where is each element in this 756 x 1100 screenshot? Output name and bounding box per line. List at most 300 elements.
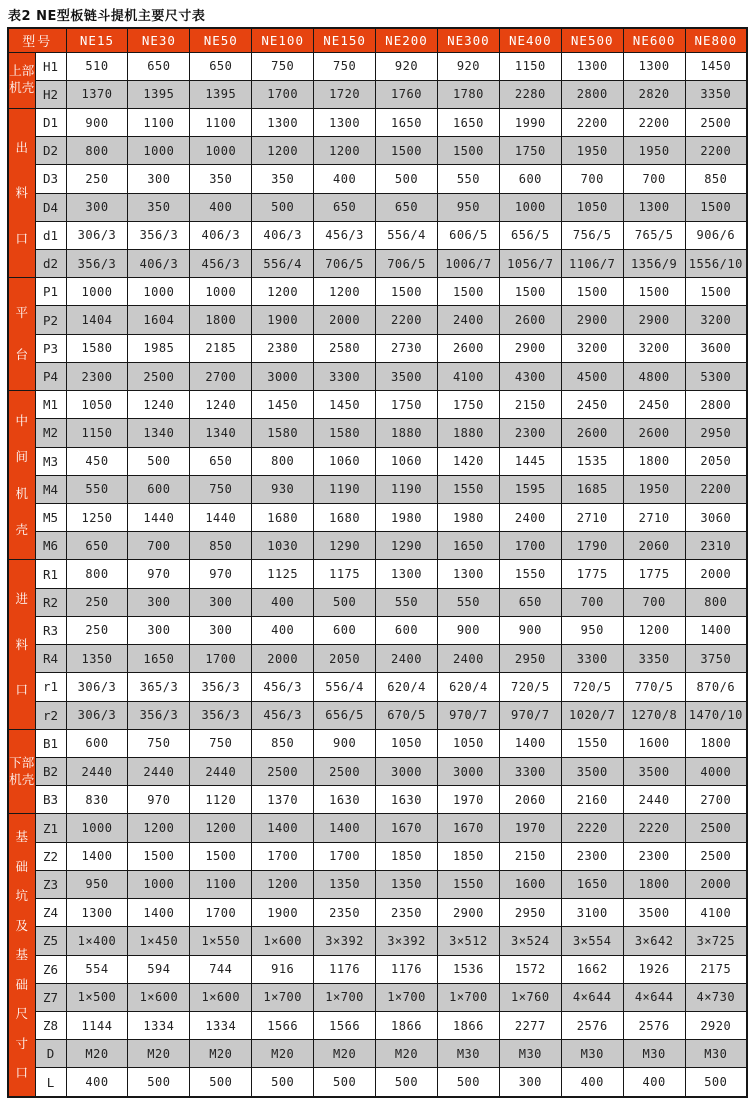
table-row <box>8 250 747 278</box>
value-cell: 1400 <box>685 616 747 644</box>
value-cell: 2950 <box>685 419 747 447</box>
value-cell: 1680 <box>314 504 376 532</box>
table-row <box>8 701 747 729</box>
value-cell: 4500 <box>561 362 623 390</box>
value-cell: 1240 <box>190 391 252 419</box>
value-cell: 900 <box>66 108 128 136</box>
value-cell: 3×392 <box>376 927 438 955</box>
row-label: P4 <box>35 362 66 390</box>
table-row <box>8 419 747 447</box>
value-cell: 500 <box>128 1068 190 1097</box>
row-group-label: 中 间 机 壳 <box>8 391 35 560</box>
value-cell: 850 <box>252 729 314 757</box>
value-cell: 3600 <box>685 334 747 362</box>
value-cell: 1970 <box>499 814 561 842</box>
value-cell: 1006/7 <box>437 250 499 278</box>
value-cell: 920 <box>437 52 499 80</box>
value-cell: 1395 <box>190 80 252 108</box>
value-cell: 556/4 <box>314 673 376 701</box>
value-cell: 2500 <box>128 362 190 390</box>
value-cell: 1700 <box>252 842 314 870</box>
value-cell: 300 <box>128 588 190 616</box>
value-cell: 2175 <box>685 955 747 983</box>
column-header: NE15 <box>66 28 128 52</box>
value-cell: 554 <box>66 955 128 983</box>
table-row <box>8 278 747 306</box>
value-cell: 3×524 <box>499 927 561 955</box>
value-cell: 1866 <box>376 1011 438 1039</box>
value-cell: 400 <box>252 616 314 644</box>
value-cell: 2150 <box>499 391 561 419</box>
row-group-label: 基 础 坑 及 基 础 尺 寸 口 <box>8 814 35 1097</box>
value-cell: 1×400 <box>66 927 128 955</box>
table-row <box>8 221 747 249</box>
value-cell: 1000 <box>128 137 190 165</box>
value-cell: 950 <box>437 193 499 221</box>
value-cell: 1×700 <box>314 983 376 1011</box>
value-cell: 2600 <box>437 334 499 362</box>
table-row <box>8 334 747 362</box>
value-cell: 2400 <box>437 306 499 334</box>
value-cell: 1650 <box>128 645 190 673</box>
value-cell: 1000 <box>190 278 252 306</box>
value-cell: 1556/10 <box>685 250 747 278</box>
value-cell: 1400 <box>499 729 561 757</box>
value-cell: 1900 <box>252 899 314 927</box>
value-cell: 2440 <box>66 757 128 785</box>
column-header: NE150 <box>314 28 376 52</box>
value-cell: 2277 <box>499 1011 561 1039</box>
value-cell: 1395 <box>128 80 190 108</box>
table-row <box>8 52 747 80</box>
value-cell: 400 <box>561 1068 623 1097</box>
value-cell: 1980 <box>376 504 438 532</box>
value-cell: 1580 <box>66 334 128 362</box>
value-cell: 2710 <box>561 504 623 532</box>
value-cell: 2060 <box>623 532 685 560</box>
value-cell: 3000 <box>252 362 314 390</box>
value-cell: 1200 <box>252 278 314 306</box>
value-cell: 1000 <box>128 870 190 898</box>
value-cell: 1190 <box>314 475 376 503</box>
table-row <box>8 108 747 136</box>
value-cell: 2200 <box>623 108 685 136</box>
value-cell: 1200 <box>314 278 376 306</box>
value-cell: 500 <box>314 588 376 616</box>
row-label: R2 <box>35 588 66 616</box>
value-cell: 950 <box>561 616 623 644</box>
value-cell: 2950 <box>499 645 561 673</box>
value-cell: 2300 <box>623 842 685 870</box>
value-cell: 2440 <box>623 786 685 814</box>
value-cell: 1400 <box>128 899 190 927</box>
value-cell: 1030 <box>252 532 314 560</box>
value-cell: 1650 <box>437 108 499 136</box>
row-label: M5 <box>35 504 66 532</box>
value-cell: 1144 <box>66 1011 128 1039</box>
value-cell: 1×450 <box>128 927 190 955</box>
table-row <box>8 955 747 983</box>
row-label: Z7 <box>35 983 66 1011</box>
value-cell: 900 <box>314 729 376 757</box>
value-cell: 1445 <box>499 447 561 475</box>
value-cell: 1775 <box>561 560 623 588</box>
value-cell: 1700 <box>190 645 252 673</box>
value-cell: 1500 <box>561 278 623 306</box>
value-cell: 450 <box>66 447 128 475</box>
table-row <box>8 588 747 616</box>
value-cell: M30 <box>623 1040 685 1068</box>
value-cell: 1760 <box>376 80 438 108</box>
value-cell: 1985 <box>128 334 190 362</box>
value-cell: 3750 <box>685 645 747 673</box>
value-cell: 1500 <box>685 278 747 306</box>
value-cell: 306/3 <box>66 221 128 249</box>
value-cell: 1600 <box>499 870 561 898</box>
row-label: d2 <box>35 250 66 278</box>
value-cell: 1535 <box>561 447 623 475</box>
value-cell: 600 <box>499 165 561 193</box>
value-cell: 1700 <box>499 532 561 560</box>
value-cell: 3000 <box>437 757 499 785</box>
value-cell: 1900 <box>252 306 314 334</box>
value-cell: 1050 <box>561 193 623 221</box>
header-row <box>8 28 747 52</box>
row-label: Z6 <box>35 955 66 983</box>
column-header: NE600 <box>623 28 685 52</box>
value-cell: 1440 <box>190 504 252 532</box>
table-row <box>8 80 747 108</box>
row-label: Z2 <box>35 842 66 870</box>
value-cell: 1580 <box>252 419 314 447</box>
value-cell: 1950 <box>623 137 685 165</box>
value-cell: 850 <box>685 165 747 193</box>
table-row <box>8 645 747 673</box>
value-cell: 1926 <box>623 955 685 983</box>
value-cell: 600 <box>314 616 376 644</box>
value-cell: 406/3 <box>252 221 314 249</box>
value-cell: 2300 <box>561 842 623 870</box>
value-cell: 3500 <box>561 757 623 785</box>
value-cell: 500 <box>685 1068 747 1097</box>
value-cell: 750 <box>314 52 376 80</box>
value-cell: 1750 <box>499 137 561 165</box>
value-cell: 2400 <box>499 504 561 532</box>
table-row <box>8 814 747 842</box>
value-cell: 3×512 <box>437 927 499 955</box>
value-cell: 300 <box>128 165 190 193</box>
value-cell: M30 <box>685 1040 747 1068</box>
value-cell: 2000 <box>314 306 376 334</box>
value-cell: 2200 <box>685 137 747 165</box>
value-cell: 750 <box>252 52 314 80</box>
value-cell: 1670 <box>437 814 499 842</box>
value-cell: 1125 <box>252 560 314 588</box>
value-cell: 700 <box>623 588 685 616</box>
value-cell: 1670 <box>376 814 438 842</box>
table-row <box>8 362 747 390</box>
value-cell: 700 <box>128 532 190 560</box>
value-cell: 2220 <box>561 814 623 842</box>
value-cell: 3300 <box>314 362 376 390</box>
value-cell: M30 <box>437 1040 499 1068</box>
value-cell: 500 <box>376 165 438 193</box>
table-row <box>8 729 747 757</box>
row-label: H1 <box>35 52 66 80</box>
value-cell: 2730 <box>376 334 438 362</box>
value-cell: 2710 <box>623 504 685 532</box>
value-cell: 656/5 <box>499 221 561 249</box>
table-row <box>8 842 747 870</box>
value-cell: 1800 <box>190 306 252 334</box>
row-label: R3 <box>35 616 66 644</box>
value-cell: 1100 <box>190 870 252 898</box>
value-cell: 1176 <box>376 955 438 983</box>
value-cell: 550 <box>66 475 128 503</box>
value-cell: 1550 <box>561 729 623 757</box>
value-cell: 600 <box>376 616 438 644</box>
value-cell: 1800 <box>623 447 685 475</box>
value-cell: 1050 <box>376 729 438 757</box>
column-header: NE400 <box>499 28 561 52</box>
value-cell: 4300 <box>499 362 561 390</box>
value-cell: 900 <box>437 616 499 644</box>
value-cell: 1200 <box>190 814 252 842</box>
row-label: M3 <box>35 447 66 475</box>
row-label: d1 <box>35 221 66 249</box>
table-row <box>8 306 747 334</box>
value-cell: 650 <box>376 193 438 221</box>
value-cell: 1720 <box>314 80 376 108</box>
value-cell: 350 <box>190 165 252 193</box>
value-cell: 500 <box>252 193 314 221</box>
value-cell: 2900 <box>623 306 685 334</box>
value-cell: 1400 <box>66 842 128 870</box>
row-label: P3 <box>35 334 66 362</box>
value-cell: 1450 <box>252 391 314 419</box>
value-cell: 2000 <box>685 560 747 588</box>
value-cell: 3350 <box>623 645 685 673</box>
value-cell: 750 <box>190 729 252 757</box>
value-cell: 1050 <box>66 391 128 419</box>
value-cell: 300 <box>190 616 252 644</box>
row-label: r1 <box>35 673 66 701</box>
value-cell: 1290 <box>376 532 438 560</box>
value-cell: 1370 <box>66 80 128 108</box>
row-label: D1 <box>35 108 66 136</box>
value-cell: 700 <box>561 165 623 193</box>
value-cell: 1500 <box>437 137 499 165</box>
value-cell: 2700 <box>190 362 252 390</box>
row-label: B3 <box>35 786 66 814</box>
value-cell: 1500 <box>128 842 190 870</box>
value-cell: 744 <box>190 955 252 983</box>
value-cell: 1580 <box>314 419 376 447</box>
value-cell: 400 <box>190 193 252 221</box>
value-cell: 510 <box>66 52 128 80</box>
row-label: Z5 <box>35 927 66 955</box>
row-group-label: 平 台 <box>8 278 35 391</box>
value-cell: 1400 <box>252 814 314 842</box>
value-cell: 1566 <box>252 1011 314 1039</box>
value-cell: 1000 <box>128 278 190 306</box>
value-cell: 1850 <box>376 842 438 870</box>
value-cell: 1000 <box>499 193 561 221</box>
value-cell: 906/6 <box>685 221 747 249</box>
value-cell: 1950 <box>623 475 685 503</box>
value-cell: 3×392 <box>314 927 376 955</box>
value-cell: 1420 <box>437 447 499 475</box>
value-cell: 1750 <box>376 391 438 419</box>
value-cell: 2920 <box>685 1011 747 1039</box>
row-label: D4 <box>35 193 66 221</box>
column-header: NE500 <box>561 28 623 52</box>
value-cell: 2300 <box>499 419 561 447</box>
value-cell: 4800 <box>623 362 685 390</box>
value-cell: 1990 <box>499 108 561 136</box>
value-cell: 750 <box>128 729 190 757</box>
column-header: NE30 <box>128 28 190 52</box>
value-cell: 1880 <box>437 419 499 447</box>
value-cell: 1470/10 <box>685 701 747 729</box>
value-cell: 1800 <box>685 729 747 757</box>
value-cell: 1370 <box>252 786 314 814</box>
value-cell: 2900 <box>499 334 561 362</box>
value-cell: 550 <box>376 588 438 616</box>
value-cell: 1800 <box>623 870 685 898</box>
value-cell: 2700 <box>685 786 747 814</box>
value-cell: 3060 <box>685 504 747 532</box>
table-body <box>8 52 747 1097</box>
value-cell: 1650 <box>561 870 623 898</box>
value-cell: 1150 <box>499 52 561 80</box>
value-cell: 300 <box>190 588 252 616</box>
value-cell: 356/3 <box>66 250 128 278</box>
value-cell: 1350 <box>376 870 438 898</box>
value-cell: 1200 <box>314 137 376 165</box>
value-cell: 1500 <box>685 193 747 221</box>
value-cell: 2220 <box>623 814 685 842</box>
value-cell: 1500 <box>376 278 438 306</box>
value-cell: 2200 <box>685 475 747 503</box>
value-cell: 1300 <box>252 108 314 136</box>
value-cell: 1×600 <box>128 983 190 1011</box>
table-row <box>8 927 747 955</box>
value-cell: 2500 <box>685 108 747 136</box>
value-cell: 2400 <box>376 645 438 673</box>
value-cell: 650 <box>190 447 252 475</box>
value-cell: 920 <box>376 52 438 80</box>
value-cell: 400 <box>623 1068 685 1097</box>
value-cell: 300 <box>128 616 190 644</box>
value-cell: 2350 <box>314 899 376 927</box>
value-cell: 1450 <box>314 391 376 419</box>
value-cell: 1000 <box>66 278 128 306</box>
row-label: B1 <box>35 729 66 757</box>
row-label: r2 <box>35 701 66 729</box>
value-cell: 765/5 <box>623 221 685 249</box>
value-cell: 1200 <box>252 137 314 165</box>
table-row <box>8 560 747 588</box>
value-cell: 365/3 <box>128 673 190 701</box>
row-label: P1 <box>35 278 66 306</box>
value-cell: 2950 <box>499 899 561 927</box>
value-cell: 556/4 <box>376 221 438 249</box>
value-cell: 406/3 <box>128 250 190 278</box>
value-cell: 1334 <box>128 1011 190 1039</box>
value-cell: 1566 <box>314 1011 376 1039</box>
value-cell: 1190 <box>376 475 438 503</box>
value-cell: 830 <box>66 786 128 814</box>
value-cell: 700 <box>623 165 685 193</box>
value-cell: 2900 <box>437 899 499 927</box>
value-cell: 350 <box>252 165 314 193</box>
value-cell: 556/4 <box>252 250 314 278</box>
dimensions-table <box>7 27 748 1098</box>
value-cell: 1500 <box>437 278 499 306</box>
value-cell: 1700 <box>252 80 314 108</box>
table-row <box>8 616 747 644</box>
row-label: R1 <box>35 560 66 588</box>
value-cell: 1200 <box>623 616 685 644</box>
value-cell: 1175 <box>314 560 376 588</box>
value-cell: 1500 <box>499 278 561 306</box>
value-cell: 2310 <box>685 532 747 560</box>
value-cell: 1300 <box>623 52 685 80</box>
value-cell: 1340 <box>190 419 252 447</box>
table-row <box>8 504 747 532</box>
value-cell: 2050 <box>314 645 376 673</box>
table-row <box>8 532 747 560</box>
value-cell: 2160 <box>561 786 623 814</box>
value-cell: 1440 <box>128 504 190 532</box>
value-cell: 900 <box>499 616 561 644</box>
value-cell: 1685 <box>561 475 623 503</box>
value-cell: 1550 <box>437 870 499 898</box>
value-cell: M20 <box>66 1040 128 1068</box>
value-cell: 4×730 <box>685 983 747 1011</box>
value-cell: 1×700 <box>376 983 438 1011</box>
value-cell: 1×600 <box>190 983 252 1011</box>
value-cell: 350 <box>128 193 190 221</box>
value-cell: 1200 <box>252 870 314 898</box>
value-cell: 1340 <box>128 419 190 447</box>
value-cell: 2500 <box>314 757 376 785</box>
value-cell: 1650 <box>376 108 438 136</box>
value-cell: 1×600 <box>252 927 314 955</box>
value-cell: 1662 <box>561 955 623 983</box>
value-cell: 1290 <box>314 532 376 560</box>
value-cell: 750 <box>190 475 252 503</box>
value-cell: 3000 <box>376 757 438 785</box>
table-row <box>8 1040 747 1068</box>
value-cell: 620/4 <box>376 673 438 701</box>
corner-cell: 型号 <box>8 28 66 52</box>
value-cell: 1775 <box>623 560 685 588</box>
value-cell: 1100 <box>128 108 190 136</box>
value-cell: 1050 <box>437 729 499 757</box>
value-cell: 400 <box>252 588 314 616</box>
value-cell: 2800 <box>685 391 747 419</box>
value-cell: 3300 <box>499 757 561 785</box>
table-title: 表2 NE型板链斗提机主要尺寸表 <box>8 9 206 24</box>
value-cell: 5300 <box>685 362 747 390</box>
value-cell: 1850 <box>437 842 499 870</box>
value-cell: 456/3 <box>190 250 252 278</box>
value-cell: 300 <box>499 1068 561 1097</box>
value-cell: 800 <box>66 137 128 165</box>
value-cell: 2440 <box>190 757 252 785</box>
